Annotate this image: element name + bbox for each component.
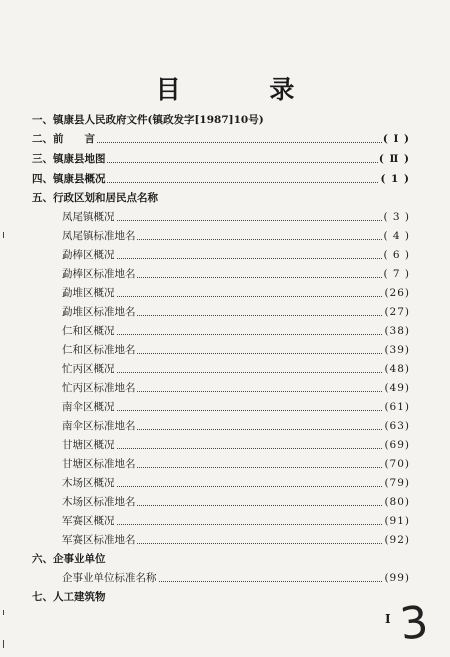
toc-text: 一、镇康县人民政府文件(镇政发字[1987]10号) (32, 114, 264, 126)
toc-page: (48) (384, 363, 410, 375)
toc-page: (26) (384, 287, 410, 299)
toc-row (62, 513, 410, 529)
toc-page: (27) (384, 306, 410, 318)
toc-row (32, 589, 410, 605)
toc-page: (70) (384, 458, 410, 470)
toc-row (62, 247, 410, 263)
toc-text: 凤尾镇标准地名 (62, 230, 136, 242)
toc-row (62, 361, 410, 377)
toc-row (62, 228, 410, 244)
toc-text: 五、行政区划和居民点名称 (32, 192, 158, 204)
toc-row (62, 494, 410, 510)
toc-text: 七、人工建筑物 (32, 591, 106, 603)
toc-text: 勐堆区概况 (62, 287, 115, 299)
toc-page: ( I ) (382, 133, 410, 145)
toc-row (32, 131, 410, 147)
toc-text: 四、镇康县概况 (32, 173, 106, 185)
toc-row (62, 285, 410, 301)
toc-text: 甘塘区概况 (62, 439, 115, 451)
toc-row (62, 570, 410, 586)
scan-mark (3, 640, 4, 648)
toc-row (62, 266, 410, 282)
toc-page: ( 6 ) (383, 249, 410, 261)
toc-row (62, 532, 410, 548)
toc-row (62, 209, 410, 225)
toc-page: (38) (384, 325, 410, 337)
toc-row (62, 323, 410, 339)
toc-row (62, 418, 410, 434)
toc-row (62, 304, 410, 320)
toc-text: 勐堆区标准地名 (62, 306, 136, 318)
toc-text: 军赛区标准地名 (62, 534, 136, 546)
toc-text: 仁和区标准地名 (62, 344, 136, 356)
toc-page: ( 4 ) (383, 230, 410, 242)
toc-row (62, 342, 410, 358)
toc-row (32, 171, 410, 187)
toc-text: 凤尾镇概况 (62, 211, 115, 223)
toc-row (62, 380, 410, 396)
toc-text: 南伞区标准地名 (62, 420, 136, 432)
toc-text: 木场区标准地名 (62, 496, 136, 508)
toc-text: 仁和区概况 (62, 325, 115, 337)
toc-page: (79) (384, 477, 410, 489)
toc-row (32, 190, 410, 206)
handwritten-number: 3 (397, 596, 431, 651)
toc-page: (69) (384, 439, 410, 451)
toc-text: 三、镇康县地图 (32, 153, 106, 165)
toc-row (62, 475, 410, 491)
toc-text: 勐棒区概况 (62, 249, 115, 261)
toc-page: ( 3 ) (383, 211, 410, 223)
page-number: I (385, 612, 391, 626)
toc-page: (63) (384, 420, 410, 432)
toc-text: 忙丙区概况 (62, 363, 115, 375)
toc-text: 六、企事业单位 (32, 553, 106, 565)
toc-text: 南伞区概况 (62, 401, 115, 413)
toc-page: (99) (384, 572, 410, 584)
toc-page: (61) (384, 401, 410, 413)
toc-text: 木场区概况 (62, 477, 115, 489)
toc-text: 忙丙区标准地名 (62, 382, 136, 394)
page-title: 目 录 (155, 75, 335, 104)
toc-text: 甘塘区标准地名 (62, 458, 136, 470)
scan-mark (3, 232, 4, 238)
toc-text: 军赛区概况 (62, 515, 115, 527)
toc-page: ( 7 ) (383, 268, 410, 280)
toc-page: ( 1 ) (380, 173, 410, 185)
scan-mark (3, 610, 4, 615)
toc-page: ( Ⅱ ) (378, 153, 410, 165)
toc-text: 勐棒区标准地名 (62, 268, 136, 280)
toc-row (32, 151, 410, 167)
toc-row (62, 456, 410, 472)
toc-text: 企事业单位标准名称 (62, 572, 157, 584)
toc-page: (39) (384, 344, 410, 356)
toc-page: (49) (384, 382, 410, 394)
toc-page: (80) (384, 496, 410, 508)
toc-row (62, 399, 410, 415)
toc-text: 二、前 言 (32, 133, 95, 145)
toc-row (62, 437, 410, 453)
toc-page: (92) (384, 534, 410, 546)
toc-row (32, 112, 410, 128)
toc-row (32, 551, 410, 567)
toc-page: (91) (384, 515, 410, 527)
